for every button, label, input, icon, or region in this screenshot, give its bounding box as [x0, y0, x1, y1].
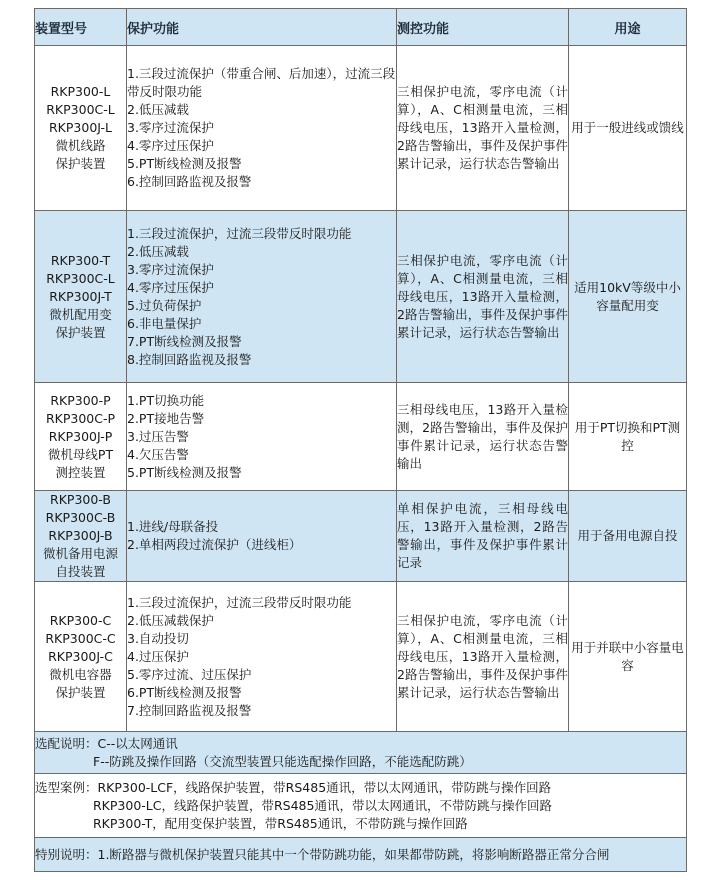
protection-item: 2.低压减载	[127, 243, 189, 259]
selection-line: F--防跳及操作回路（交流型装置只能选配操作回路，不能选配防跳）	[93, 753, 472, 769]
protection-item: 5.过负荷保护	[127, 297, 202, 313]
protection-item: 1.三段过流保护（带重合闸、后加速），过流三段带反时限功能	[127, 66, 396, 99]
model-line: RKP300-P	[50, 392, 111, 408]
usage-cell: 用于备用电源自投	[569, 491, 687, 582]
table-row	[35, 383, 687, 491]
protection-cell	[127, 211, 397, 383]
header-model: 装置型号	[35, 9, 127, 46]
protection-item: 3.自动投切	[127, 630, 189, 646]
model-line: 测控装置	[55, 464, 106, 480]
model-line: RKP300J-T	[49, 288, 112, 304]
protection-item: 6.PT断线检测及报警	[127, 684, 242, 700]
table-row	[35, 582, 687, 732]
protection-cell	[127, 582, 397, 732]
model-line: RKP300J-L	[49, 120, 112, 135]
model-line: RKP300J-B	[48, 528, 113, 543]
protection-item: 4.零序过压保护	[127, 138, 214, 153]
model-line: RKP300C-L	[46, 270, 115, 286]
protection-item: 4.零序过压保护	[127, 279, 214, 295]
model-line: RKP300C-P	[45, 410, 116, 426]
model-line: 微机配用变	[49, 306, 112, 322]
special-note-row	[35, 838, 687, 872]
monitoring-cell: 三相母线电压，13路开入量检测，2路告警输出，事件及保护事件累计记录，运行状态告警输出	[397, 383, 569, 491]
protection-item: 3.零序过流保护	[127, 120, 214, 135]
protection-item: 6.非电量保护	[127, 315, 202, 331]
table-row	[35, 46, 687, 211]
model-cell	[35, 46, 127, 211]
special-line: 特别说明：1.断路器与微机保护装置只能其中一个带防跳功能，如果都带防跳，将影响断路器正常分合闸	[35, 846, 610, 862]
model-line: 保护装置	[55, 684, 106, 700]
protection-item: 6.控制回路监视及报警	[127, 174, 252, 189]
usage-cell: 用于PT切换和PT测控	[569, 383, 687, 491]
model-line: 保护装置	[55, 324, 106, 340]
protection-item: 4.过压保护	[127, 648, 189, 664]
protection-cell	[127, 46, 397, 211]
protection-item: 7.控制回路监视及报警	[127, 702, 252, 718]
header-monitoring: 测控功能	[397, 9, 569, 46]
protection-item: 1.三段过流保护，过流三段带反时限功能	[127, 594, 352, 610]
protection-item: 2.低压减载	[127, 102, 189, 117]
spec-table-wrapper	[34, 8, 686, 872]
protection-item: 5.零序过流、过压保护	[127, 666, 252, 682]
model-cell	[35, 383, 127, 491]
model-line: RKP300C-L	[46, 102, 115, 117]
example-note-row	[35, 774, 687, 838]
example-line: RKP300-LC，线路保护装置，带RS485通讯，带以太网通讯，不带防跳与操作回路	[93, 797, 552, 813]
protection-cell	[127, 491, 397, 582]
model-line: RKP300-T	[50, 252, 111, 268]
usage-cell: 用于一般进线或馈线	[569, 46, 687, 211]
protection-item: 2.低压减载保护	[127, 612, 214, 628]
protection-item: 3.零序过流保护	[127, 261, 214, 277]
model-cell	[35, 582, 127, 732]
header-protection: 保护功能	[127, 9, 397, 46]
monitoring-cell: 单相保护电流，三相母线电压，13路开入量检测，2路告警输出，事件及保护事件累计记录	[397, 491, 569, 582]
protection-item: 7.PT断线检测及报警	[127, 333, 242, 349]
protection-cell	[127, 383, 397, 491]
model-cell	[35, 491, 127, 582]
model-line: RKP300J-P	[48, 428, 113, 444]
model-line: 保护装置	[55, 156, 106, 171]
usage-cell: 适用10kV等级中小容量配用变	[569, 211, 687, 383]
model-line: RKP300J-C	[48, 648, 113, 664]
spec-table	[34, 8, 687, 872]
protection-item: 2.PT接地告警	[127, 410, 205, 426]
example-note	[35, 774, 687, 838]
model-line: RKP300-L	[50, 84, 111, 99]
table-row	[35, 211, 687, 383]
example-line: RKP300-T，配用变保护装置，带RS485通讯，不带防跳与操作回路	[93, 815, 468, 831]
protection-item: 3.过压告警	[127, 428, 189, 444]
monitoring-cell: 三相保护电流，零序电流（计算），A、C相测量电流，三相母线电压，13路开入量检测，2路告警输出，事件及保护事件累计记录，运行状态告警输出	[397, 582, 569, 732]
model-line: 微机电容器	[49, 666, 112, 682]
protection-item: 4.欠压告警	[127, 446, 189, 462]
selection-note	[35, 732, 687, 774]
usage-cell: 用于并联中小容量电容	[569, 582, 687, 732]
header-row	[35, 9, 687, 46]
protection-item: 2.单相两段过流保护（进线柜）	[127, 537, 302, 552]
model-line: 自投装置	[55, 564, 106, 579]
protection-item: 1.进线/母联备投	[127, 519, 219, 534]
protection-item: 5.PT断线检测及报警	[127, 464, 242, 480]
protection-item: 1.PT切换功能	[127, 392, 205, 408]
special-note	[35, 838, 687, 872]
protection-item: 5.PT断线检测及报警	[127, 156, 242, 171]
model-line: 微机备用电源	[42, 546, 118, 561]
model-line: RKP300-C	[49, 612, 112, 628]
selection-line: 选配说明：C--以太网通讯	[35, 735, 178, 751]
protection-item: 1.三段过流保护，过流三段带反时限功能	[127, 225, 352, 241]
table-row	[35, 491, 687, 582]
model-line: RKP300-B	[50, 492, 111, 507]
monitoring-cell: 三相保护电流，零序电流（计算），A、C相测量电流，三相母线电压，13路开入量检测，2路告警输出，事件及保护事件累计记录，运行状态告警输出	[397, 211, 569, 383]
example-line: 选型案例：RKP300-LCF，线路保护装置，带RS485通讯，带以太网通讯，带防跳与操作回路	[35, 779, 552, 795]
model-line: 微机线路	[55, 138, 106, 153]
model-line: 微机母线PT	[47, 446, 114, 462]
protection-item: 8.控制回路监视及报警	[127, 351, 252, 367]
model-cell	[35, 211, 127, 383]
model-line: RKP300C-C	[45, 630, 116, 646]
header-usage: 用途	[569, 9, 687, 46]
selection-note-row	[35, 732, 687, 774]
model-line: RKP300C-B	[45, 510, 116, 525]
monitoring-cell: 三相保护电流，零序电流（计算），A、C相测量电流，三相母线电压，13路开入量检测，2路告警输出，事件及保护事件累计记录，运行状态告警输出	[397, 46, 569, 211]
